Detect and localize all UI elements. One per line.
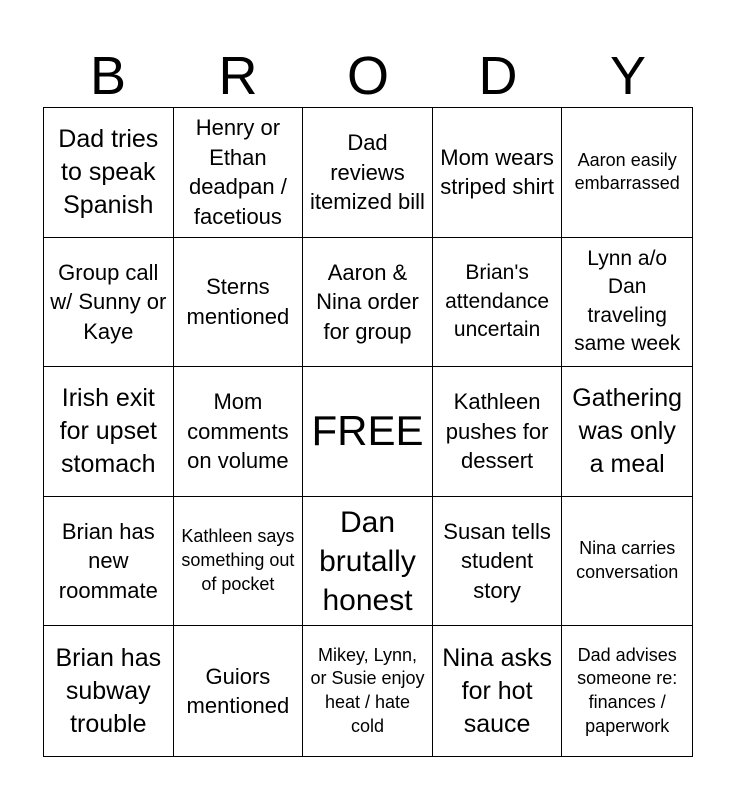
bingo-cell[interactable] bbox=[174, 367, 304, 497]
bingo-cell[interactable] bbox=[174, 238, 304, 368]
bingo-cell[interactable] bbox=[303, 497, 433, 627]
bingo-cell[interactable] bbox=[562, 497, 692, 627]
bingo-cell[interactable] bbox=[303, 626, 433, 756]
cell-text: Sterns mentioned bbox=[186, 274, 290, 329]
cell-text: Dad tries to speak Spanish bbox=[58, 124, 159, 219]
cell-text: Henry or Ethan deadpan / facetious bbox=[188, 115, 287, 229]
bingo-cell[interactable] bbox=[174, 108, 304, 238]
bingo-cell[interactable] bbox=[303, 238, 433, 368]
cell-text: Susan tells student story bbox=[443, 518, 551, 603]
cell-text: Mom comments on volume bbox=[187, 389, 289, 474]
cell-text: Kathleen says something out of pocket bbox=[181, 526, 295, 594]
cell-text: Kathleen pushes for dessert bbox=[445, 389, 549, 474]
free-space-label: FREE bbox=[311, 407, 424, 455]
bingo-cell[interactable] bbox=[562, 108, 692, 238]
cell-text: Nina carries conversation bbox=[576, 538, 679, 583]
bingo-cell[interactable] bbox=[433, 626, 563, 756]
bingo-cell[interactable] bbox=[174, 626, 304, 756]
bingo-cell[interactable] bbox=[44, 626, 174, 756]
bingo-cell[interactable] bbox=[303, 108, 433, 238]
header-letter-y: Y bbox=[609, 46, 647, 106]
bingo-cell[interactable] bbox=[44, 108, 174, 238]
header-letter-b: B bbox=[89, 46, 127, 106]
cell-text: Gathering was only a meal bbox=[572, 383, 683, 478]
bingo-cell[interactable] bbox=[433, 238, 563, 368]
bingo-cell[interactable] bbox=[44, 238, 174, 368]
cell-text: Dad advises someone re: finances / paperwork bbox=[577, 644, 678, 736]
bingo-header bbox=[43, 44, 693, 108]
bingo-cell[interactable] bbox=[433, 497, 563, 627]
bingo-board bbox=[43, 107, 693, 757]
bingo-cell[interactable] bbox=[44, 497, 174, 627]
bingo-cell[interactable] bbox=[44, 367, 174, 497]
cell-text: Brian's attendance uncertain bbox=[445, 261, 550, 342]
cell-text: Lynn a/o Dan traveling same week bbox=[574, 246, 681, 356]
cell-text: Aaron & Nina order for group bbox=[316, 259, 419, 344]
bingo-cell[interactable] bbox=[562, 238, 692, 368]
cell-text: Brian has new roommate bbox=[58, 518, 158, 603]
cell-text: Guiors mentioned bbox=[186, 663, 290, 719]
bingo-cell[interactable] bbox=[174, 497, 304, 627]
bingo-cell[interactable] bbox=[562, 626, 692, 756]
cell-text: Aaron easily embarrassed bbox=[574, 149, 680, 194]
cell-text: Mom wears striped shirt bbox=[440, 144, 554, 200]
cell-text: Dan brutally honest bbox=[319, 505, 416, 617]
cell-text: Mikey, Lynn, or Susie enjoy heat / hate cold bbox=[310, 644, 425, 736]
header-letter-o: O bbox=[346, 46, 389, 106]
cell-text: Nina asks for hot sauce bbox=[442, 643, 552, 738]
cell-text: Dad reviews itemized bill bbox=[310, 130, 425, 215]
header-letter-d: D bbox=[478, 46, 518, 106]
bingo-cell[interactable] bbox=[562, 367, 692, 497]
header-letter-r: R bbox=[218, 46, 258, 106]
cell-text: Irish exit for upset stomach bbox=[59, 383, 157, 478]
bingo-cell[interactable] bbox=[433, 108, 563, 238]
cell-text: Brian has subway trouble bbox=[55, 643, 162, 738]
cell-text: Group call w/ Sunny or Kaye bbox=[50, 259, 167, 344]
free-space[interactable] bbox=[303, 367, 433, 497]
bingo-cell[interactable] bbox=[433, 367, 563, 497]
